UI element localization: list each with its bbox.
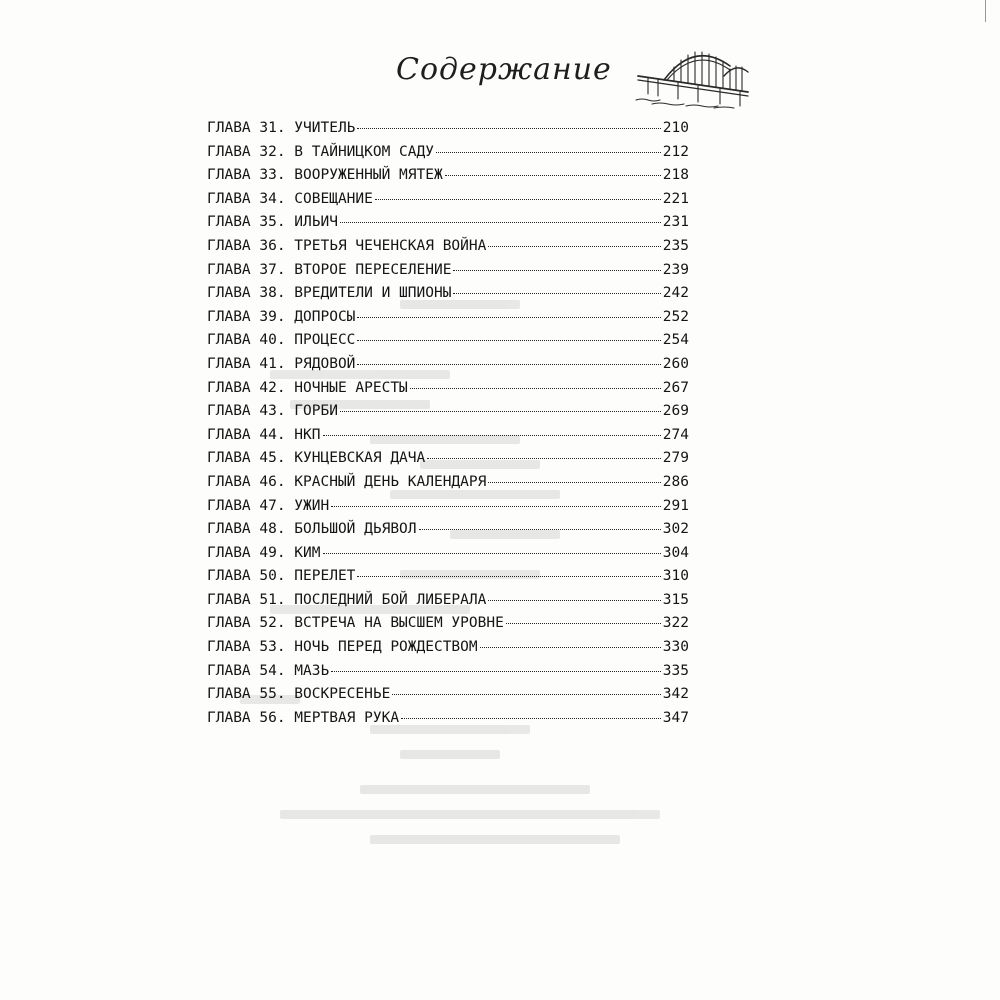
toc-entry-page: 269	[662, 403, 689, 420]
toc-entry	[207, 639, 689, 663]
toc-entry-page: 342	[662, 686, 689, 703]
toc-entry-label: ГЛАВА 54. МАЗЬ	[207, 662, 330, 679]
toc-entry-page: 235	[662, 237, 689, 254]
toc-entry	[207, 238, 689, 262]
toc-entry-label: ГЛАВА 50. ПЕРЕЛЕТ	[207, 568, 356, 585]
toc-entry-label: ГЛАВА 46. КРАСНЫЙ ДЕНЬ КАЛЕНДАРЯ	[207, 473, 487, 490]
toc-entry-label: ГЛАВА 40. ПРОЦЕСС	[207, 332, 356, 349]
toc-leader-dots	[357, 128, 660, 129]
toc-entry-label: ГЛАВА 43. ГОРБИ	[207, 403, 338, 420]
toc-entry-label: ГЛАВА 32. В ТАЙНИЦКОМ САДУ	[207, 143, 434, 160]
toc-entry-label: ГЛАВА 38. ВРЕДИТЕЛИ И ШПИОНЫ	[207, 285, 452, 302]
toc-entry-label: ГЛАВА 41. РЯДОВОЙ	[207, 355, 356, 372]
toc-entry-label: ГЛАВА 42. НОЧНЫЕ АРЕСТЫ	[207, 379, 408, 396]
toc-entry-page: 302	[662, 521, 689, 538]
toc-leader-dots	[506, 623, 661, 624]
toc-leader-dots	[323, 553, 661, 554]
toc-entry-label: ГЛАВА 33. ВООРУЖЕННЫЙ МЯТЕЖ	[207, 167, 443, 184]
toc-entry-page: 310	[662, 568, 689, 585]
table-of-contents	[207, 120, 689, 733]
toc-leader-dots	[340, 222, 661, 223]
toc-entry	[207, 521, 689, 545]
toc-leader-dots	[488, 600, 660, 601]
toc-entry-label: ГЛАВА 45. КУНЦЕВСКАЯ ДАЧА	[207, 450, 426, 467]
toc-entry	[207, 214, 689, 238]
toc-entry-label: ГЛАВА 48. БОЛЬШОЙ ДЬЯВОЛ	[207, 521, 417, 538]
toc-entry	[207, 545, 689, 569]
toc-entry	[207, 167, 689, 191]
toc-entry	[207, 710, 689, 734]
toc-entry-page: 239	[662, 261, 689, 278]
toc-entry-label: ГЛАВА 56. МЕРТВАЯ РУКА	[207, 709, 400, 726]
toc-entry	[207, 663, 689, 687]
toc-entry	[207, 450, 689, 474]
toc-leader-dots	[331, 671, 661, 672]
toc-entry-label: ГЛАВА 47. УЖИН	[207, 497, 330, 514]
page-edge-line	[985, 0, 986, 22]
toc-entry-page: 330	[662, 639, 689, 656]
toc-entry	[207, 285, 689, 309]
toc-leader-dots	[453, 270, 660, 271]
toc-entry-page: 279	[662, 450, 689, 467]
toc-entry	[207, 332, 689, 356]
toc-entry	[207, 615, 689, 639]
toc-entry-page: 291	[662, 497, 689, 514]
toc-entry-label: ГЛАВА 37. ВТОРОЕ ПЕРЕСЕЛЕНИЕ	[207, 261, 452, 278]
toc-entry-page: 210	[662, 120, 689, 136]
toc-entry	[207, 120, 689, 144]
toc-entry-label: ГЛАВА 55. ВОСКРЕСЕНЬЕ	[207, 686, 391, 703]
toc-entry	[207, 403, 689, 427]
toc-entry	[207, 686, 689, 710]
toc-entry-page: 242	[662, 285, 689, 302]
toc-entry-label: ГЛАВА 53. НОЧЬ ПЕРЕД РОЖДЕСТВОМ	[207, 639, 478, 656]
toc-entry-label: ГЛАВА 34. СОВЕЩАНИЕ	[207, 190, 373, 207]
toc-leader-dots	[419, 529, 661, 530]
toc-entry-page: 212	[662, 143, 689, 160]
toc-entry	[207, 592, 689, 616]
toc-leader-dots	[357, 576, 660, 577]
toc-entry	[207, 427, 689, 451]
toc-entry	[207, 309, 689, 333]
toc-entry-label: ГЛАВА 51. ПОСЛЕДНИЙ БОЙ ЛИБЕРАЛА	[207, 591, 487, 608]
toc-leader-dots	[480, 647, 661, 648]
toc-entry-page: 315	[662, 591, 689, 608]
toc-entry-page: 252	[662, 308, 689, 325]
toc-leader-dots	[453, 293, 660, 294]
toc-leader-dots	[340, 411, 661, 412]
toc-entry	[207, 144, 689, 168]
toc-entry-page: 231	[662, 214, 689, 231]
toc-entry-page: 304	[662, 544, 689, 561]
toc-entry	[207, 568, 689, 592]
toc-leader-dots	[401, 718, 661, 719]
page-title: Содержание	[396, 52, 612, 87]
toc-leader-dots	[488, 246, 660, 247]
toc-leader-dots	[357, 340, 660, 341]
toc-leader-dots	[357, 317, 660, 318]
toc-entry-label: ГЛАВА 44. НКП	[207, 426, 321, 443]
toc-entry	[207, 380, 689, 404]
toc-entry-page: 274	[662, 426, 689, 443]
toc-leader-dots	[323, 435, 661, 436]
toc-entry-page: 322	[662, 615, 689, 632]
toc-entry-label: ГЛАВА 36. ТРЕТЬЯ ЧЕЧЕНСКАЯ ВОЙНА	[207, 237, 487, 254]
toc-entry-page: 267	[662, 379, 689, 396]
toc-leader-dots	[488, 482, 660, 483]
toc-entry	[207, 474, 689, 498]
toc-entry-page: 218	[662, 167, 689, 184]
toc-entry-label: ГЛАВА 49. КИМ	[207, 544, 321, 561]
toc-leader-dots	[331, 506, 661, 507]
toc-leader-dots	[410, 388, 661, 389]
toc-entry-page: 286	[662, 473, 689, 490]
toc-entry	[207, 498, 689, 522]
toc-entry-label: ГЛАВА 39. ДОПРОСЫ	[207, 308, 356, 325]
toc-leader-dots	[357, 364, 660, 365]
toc-entry	[207, 356, 689, 380]
toc-entry-page: 335	[662, 662, 689, 679]
toc-entry-page: 260	[662, 355, 689, 372]
toc-entry-label: ГЛАВА 52. ВСТРЕЧА НА ВЫСШЕМ УРОВНЕ	[207, 615, 504, 632]
toc-leader-dots	[375, 199, 661, 200]
toc-leader-dots	[392, 694, 660, 695]
toc-leader-dots	[427, 458, 661, 459]
toc-entry-page: 347	[662, 709, 689, 726]
toc-entry-label: ГЛАВА 35. ИЛЬИЧ	[207, 214, 338, 231]
toc-entry	[207, 262, 689, 286]
toc-entry-page: 254	[662, 332, 689, 349]
toc-leader-dots	[436, 152, 661, 153]
toc-entry-label: ГЛАВА 31. УЧИТЕЛЬ	[207, 120, 356, 136]
bridge-sketch-icon	[634, 36, 752, 110]
toc-entry-page: 221	[662, 190, 689, 207]
toc-entry	[207, 191, 689, 215]
toc-leader-dots	[445, 175, 661, 176]
